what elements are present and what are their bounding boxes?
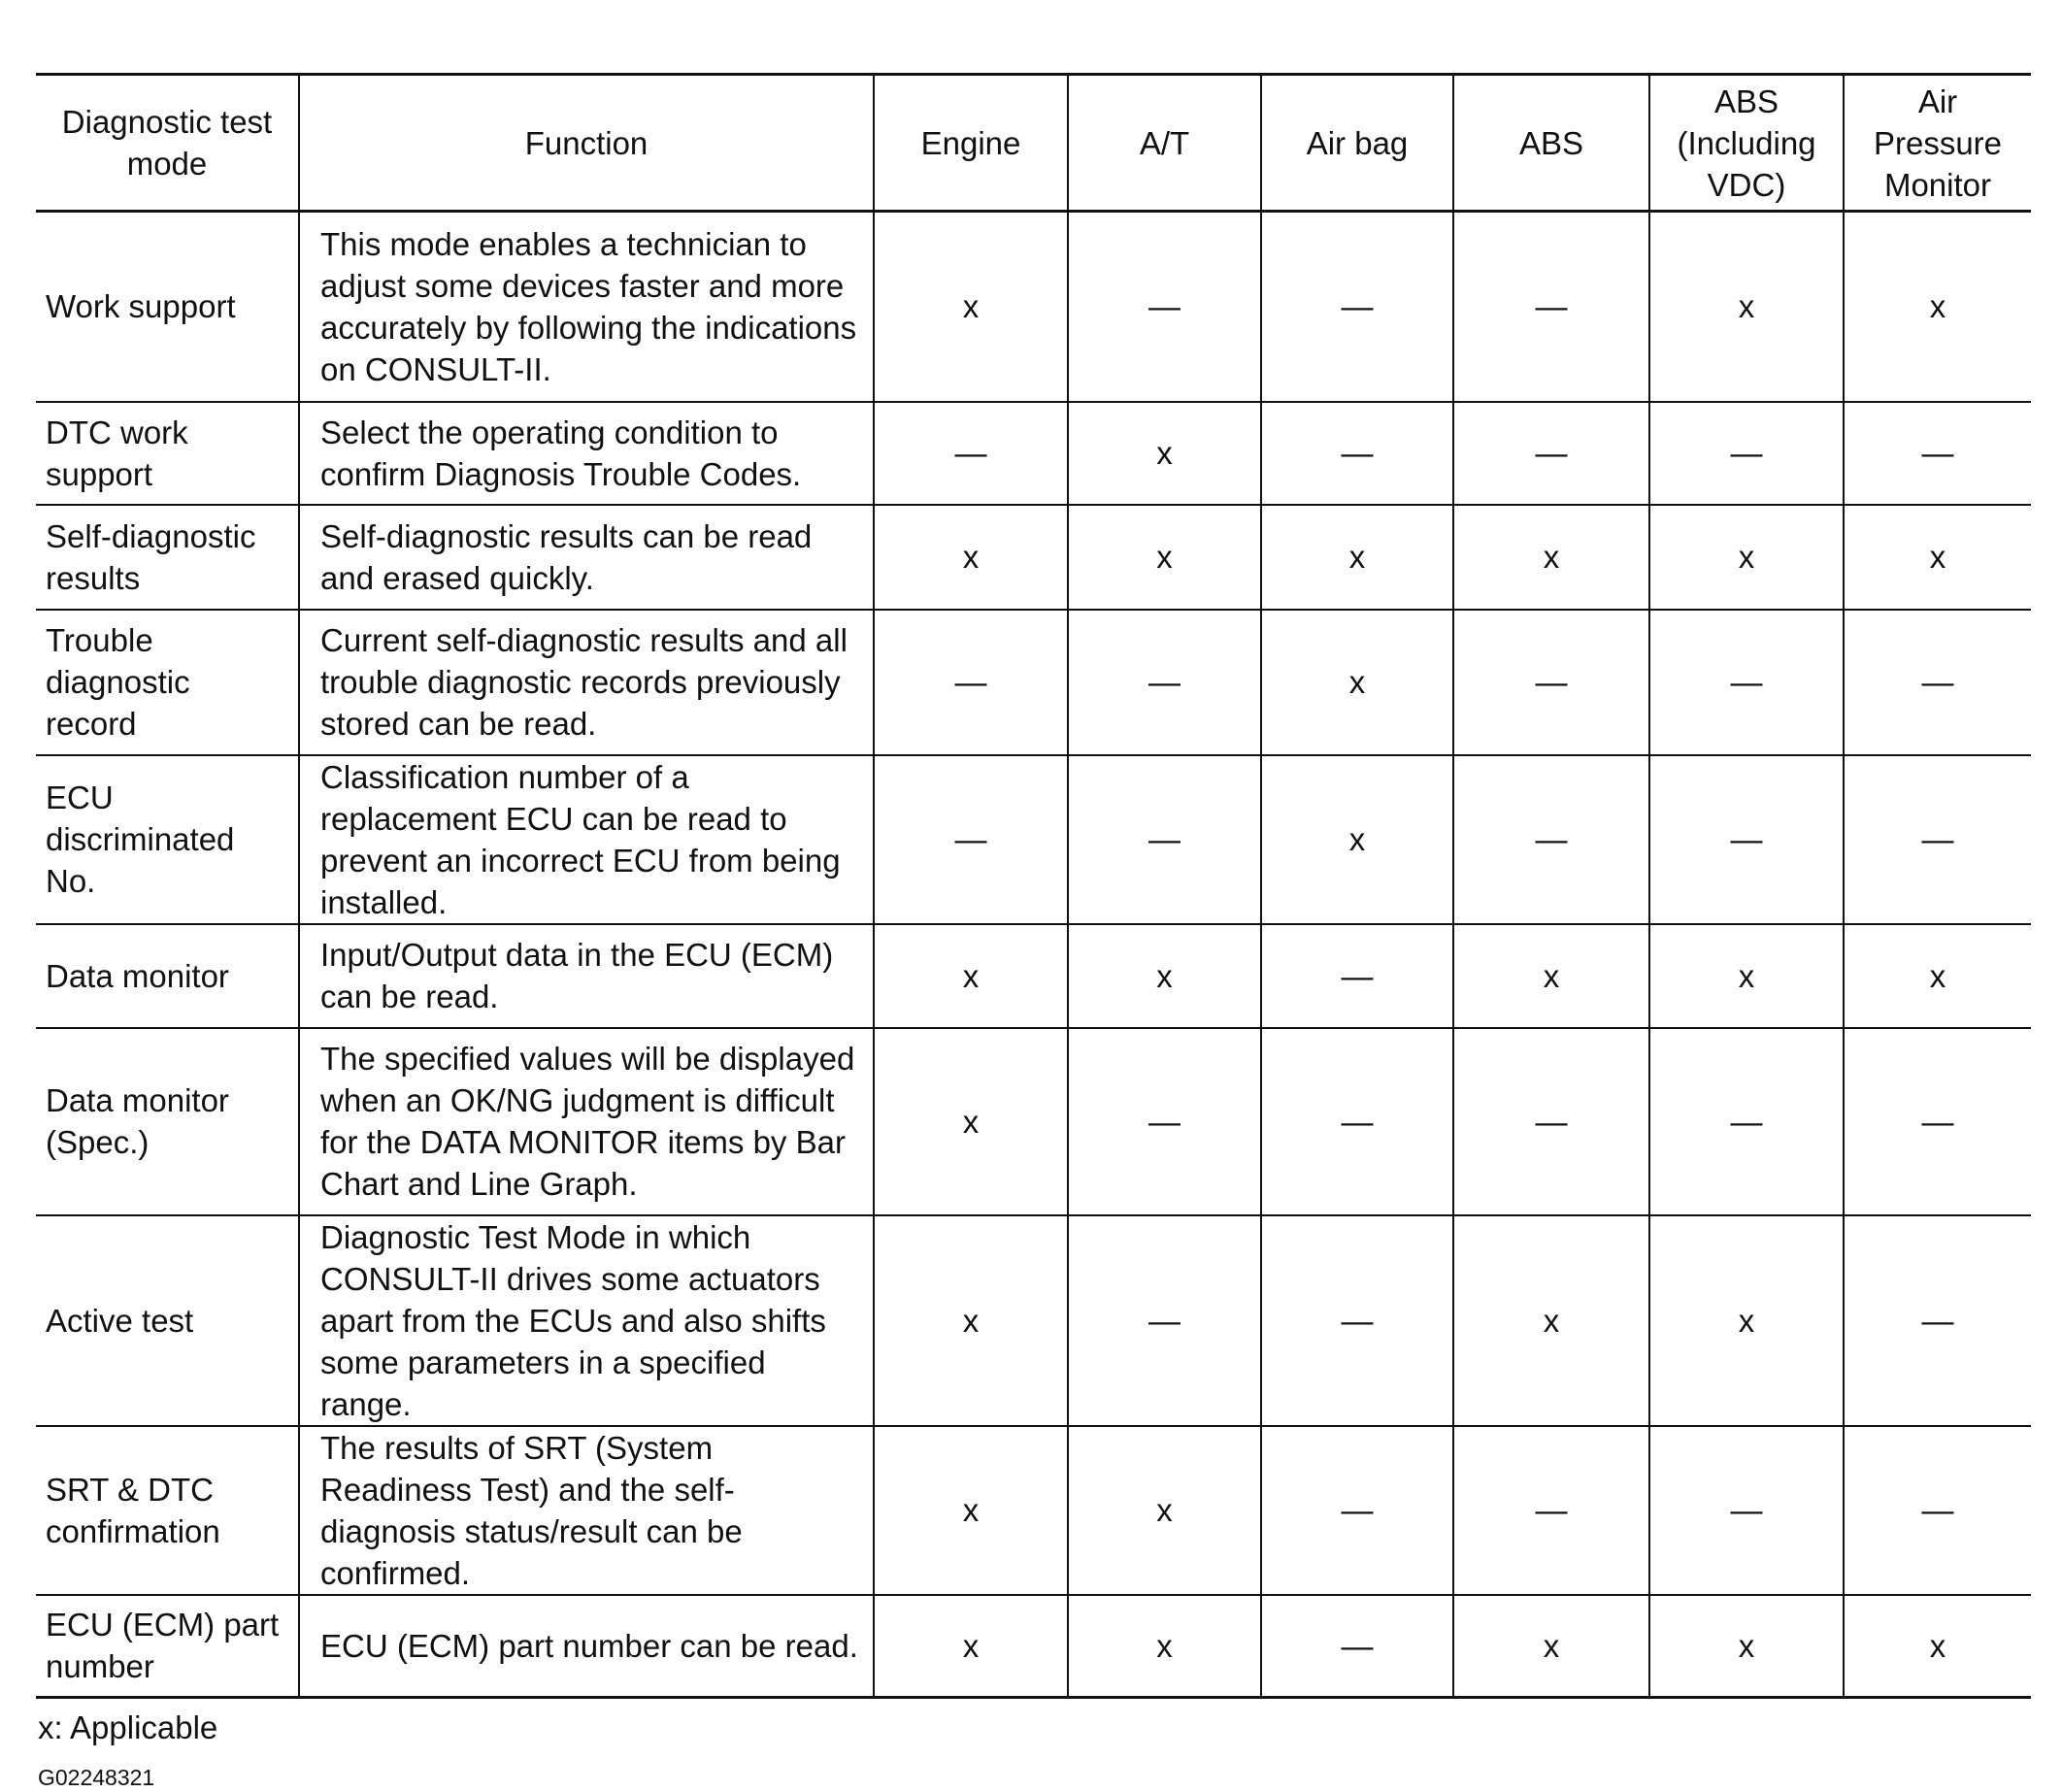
mark-engine: x — [874, 505, 1068, 610]
diagnostic-mode-table — [36, 73, 2031, 1699]
mark-abs-vdc: x — [1649, 1215, 1844, 1426]
mark-airbag: — — [1261, 212, 1453, 402]
row-mode: Data monitor — [36, 924, 299, 1028]
document — [36, 73, 2031, 1792]
mark-at: — — [1068, 1215, 1261, 1426]
mark-air-pressure-monitor: x — [1844, 505, 2031, 610]
mark-engine: x — [874, 1028, 1068, 1215]
mark-engine: x — [874, 212, 1068, 402]
row-mode: ECU discriminated No. — [36, 755, 299, 924]
mark-airbag: x — [1261, 505, 1453, 610]
column-header-airbag: Air bag — [1261, 75, 1453, 212]
row-function: Input/Output data in the ECU (ECM) can be read. — [299, 924, 874, 1028]
mark-abs-vdc: x — [1649, 505, 1844, 610]
mark-airbag: — — [1261, 924, 1453, 1028]
row-function: This mode enables a technician to adjust some devices faster and more accurately by following the indications on CONSULT-II. — [299, 212, 874, 402]
column-header-mode: Diagnostic test mode — [36, 75, 299, 212]
row-function: Diagnostic Test Mode in which CONSULT-II drives some actuators apart from the ECUs and also shifts some parameters in a specified range. — [299, 1215, 874, 1426]
column-header-function: Function — [299, 75, 874, 212]
row-function: The specified values will be displayed when an OK/NG judgment is difficult for the DATA MONITOR items by Bar Chart and Line Graph. — [299, 1028, 874, 1215]
mark-engine: — — [874, 610, 1068, 755]
mark-air-pressure-monitor: x — [1844, 1595, 2031, 1698]
mark-engine: x — [874, 1215, 1068, 1426]
mark-at: x — [1068, 1595, 1261, 1698]
mark-abs-vdc: — — [1649, 402, 1844, 505]
mark-at: — — [1068, 212, 1261, 402]
column-header-air-pressure-monitor: Air Pressure Monitor — [1844, 75, 2031, 212]
table-row — [36, 1426, 2031, 1595]
row-mode: Data monitor (Spec.) — [36, 1028, 299, 1215]
mark-air-pressure-monitor: — — [1844, 1215, 2031, 1426]
row-function: Select the operating condition to confirm Diagnosis Trouble Codes. — [299, 402, 874, 505]
mark-abs: — — [1453, 1426, 1649, 1595]
row-mode: Active test — [36, 1215, 299, 1426]
mark-abs: — — [1453, 212, 1649, 402]
mark-air-pressure-monitor: — — [1844, 755, 2031, 924]
row-function: ECU (ECM) part number can be read. — [299, 1595, 874, 1698]
table-row — [36, 1595, 2031, 1698]
row-function: The results of SRT (System Readiness Test) and the self-diagnosis status/result can be confirmed. — [299, 1426, 874, 1595]
mark-abs: — — [1453, 755, 1649, 924]
row-mode: SRT & DTC confirmation — [36, 1426, 299, 1595]
table-row — [36, 1028, 2031, 1215]
row-mode: Self-diagnostic results — [36, 505, 299, 610]
row-function: Self-diagnostic results can be read and erased quickly. — [299, 505, 874, 610]
mark-air-pressure-monitor: — — [1844, 610, 2031, 755]
mark-engine: x — [874, 1595, 1068, 1698]
mark-abs: x — [1453, 1595, 1649, 1698]
mark-airbag: — — [1261, 1215, 1453, 1426]
mark-airbag: x — [1261, 755, 1453, 924]
table-row — [36, 402, 2031, 505]
mark-at: x — [1068, 924, 1261, 1028]
figure-code: G02248321 — [38, 1765, 155, 1790]
table-row — [36, 1215, 2031, 1426]
mark-abs: x — [1453, 924, 1649, 1028]
mark-abs: — — [1453, 1028, 1649, 1215]
mark-airbag: x — [1261, 610, 1453, 755]
mark-air-pressure-monitor: x — [1844, 924, 2031, 1028]
column-header-abs: ABS — [1453, 75, 1649, 212]
mark-abs-vdc: x — [1649, 924, 1844, 1028]
mark-airbag: — — [1261, 1426, 1453, 1595]
mark-engine: — — [874, 755, 1068, 924]
row-mode: Trouble diagnostic record — [36, 610, 299, 755]
mark-at: x — [1068, 1426, 1261, 1595]
mark-abs: x — [1453, 1215, 1649, 1426]
mark-at: — — [1068, 755, 1261, 924]
column-header-at: A/T — [1068, 75, 1261, 212]
mark-at: — — [1068, 610, 1261, 755]
table-row — [36, 505, 2031, 610]
mark-abs-vdc: — — [1649, 1426, 1844, 1595]
mark-air-pressure-monitor: — — [1844, 402, 2031, 505]
table-row — [36, 610, 2031, 755]
header-row — [36, 75, 2031, 212]
mark-airbag: — — [1261, 1028, 1453, 1215]
mark-airbag: — — [1261, 1595, 1453, 1698]
legend-note: x: Applicable — [38, 1709, 218, 1745]
mark-abs-vdc: x — [1649, 212, 1844, 402]
mark-at: — — [1068, 1028, 1261, 1215]
row-mode: ECU (ECM) part number — [36, 1595, 299, 1698]
table-row — [36, 212, 2031, 402]
mark-abs: x — [1453, 505, 1649, 610]
mark-air-pressure-monitor: x — [1844, 212, 2031, 402]
mark-abs-vdc: — — [1649, 755, 1844, 924]
mark-engine: x — [874, 1426, 1068, 1595]
mark-engine: x — [874, 924, 1068, 1028]
mark-abs: — — [1453, 402, 1649, 505]
mark-at: x — [1068, 505, 1261, 610]
mark-abs: — — [1453, 610, 1649, 755]
mark-airbag: — — [1261, 402, 1453, 505]
mark-abs-vdc: x — [1649, 1595, 1844, 1698]
column-header-engine: Engine — [874, 75, 1068, 212]
row-function: Classification number of a replacement ECU can be read to prevent an incorrect ECU from being installed. — [299, 755, 874, 924]
row-mode: DTC work support — [36, 402, 299, 505]
row-function: Current self-diagnostic results and all trouble diagnostic records previously stored can be read. — [299, 610, 874, 755]
column-header-abs-vdc: ABS (Including VDC) — [1649, 75, 1844, 212]
mark-engine: — — [874, 402, 1068, 505]
mark-abs-vdc: — — [1649, 1028, 1844, 1215]
mark-at: x — [1068, 402, 1261, 505]
mark-abs-vdc: — — [1649, 610, 1844, 755]
table-row — [36, 755, 2031, 924]
mark-air-pressure-monitor: — — [1844, 1028, 2031, 1215]
row-mode: Work support — [36, 212, 299, 402]
mark-air-pressure-monitor: — — [1844, 1426, 2031, 1595]
table-row — [36, 924, 2031, 1028]
